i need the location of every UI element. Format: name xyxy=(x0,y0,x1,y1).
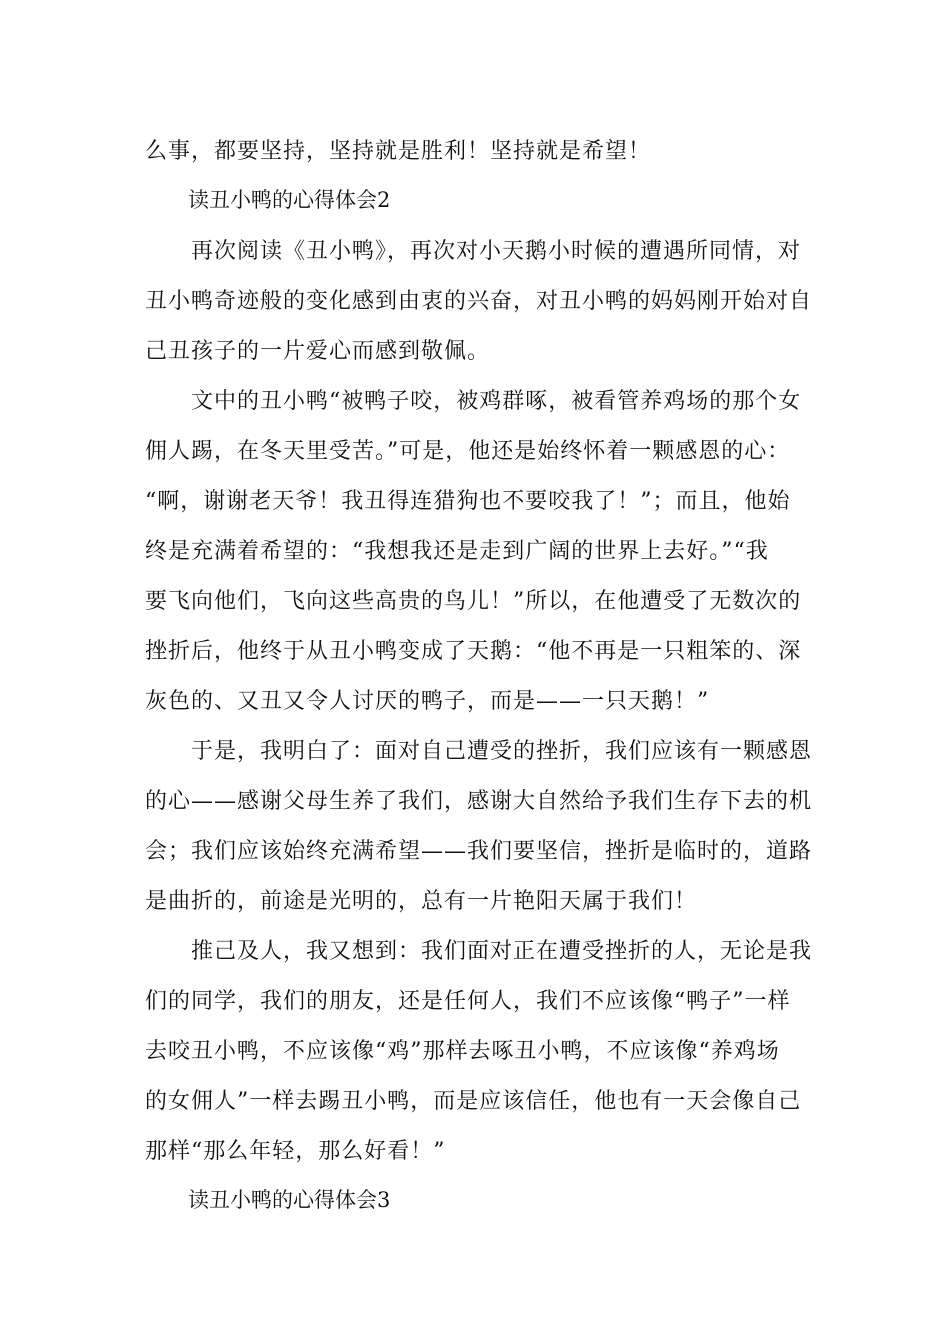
text-line: 佣人踢，在冬天里受苦。”可是，他还是始终怀着一颗感恩的心： xyxy=(145,439,791,464)
paragraph-continuation xyxy=(145,127,810,177)
paragraph-4 xyxy=(145,927,813,1177)
text-line: 灰色的、又丑又令人讨厌的鸭子，而是——一只天鹅！” xyxy=(145,689,710,714)
text-line: 己丑孩子的一片爱心而感到敬佩。 xyxy=(145,339,491,364)
section-heading: 读丑小鸭的心得体会2 xyxy=(188,188,391,212)
text-line: 推己及人，我又想到：我们面对正在遭受挫折的人，无论是我 xyxy=(145,939,813,964)
text-line: 会；我们应该始终充满希望——我们要坚信，挫折是临时的，道路 xyxy=(145,839,813,864)
text-line: 那样“那么年轻，那么好看！” xyxy=(145,1139,446,1164)
text-line: 们的同学，我们的朋友，还是任何人，我们不应该像“鸭子”一样 xyxy=(145,989,791,1014)
text-line: 文中的丑小鸭“被鸭子咬，被鸡群啄，被看管养鸡场的那个女 xyxy=(145,389,802,414)
text-line: 要飞向他们，飞向这些高贵的鸟儿！”所以，在他遭受了无数次的 xyxy=(145,589,802,614)
text-line: 丑小鸭奇迹般的变化感到由衷的兴奋，对丑小鸭的妈妈刚开始对自 xyxy=(145,289,813,314)
paragraph-2 xyxy=(145,377,810,727)
text-line: 去咬丑小鸭，不应该像“鸡”那样去啄丑小鸭，不应该像“养鸡场 xyxy=(145,1039,780,1064)
section-heading: 读丑小鸭的心得体会3 xyxy=(188,1188,391,1212)
paragraph-3 xyxy=(145,727,813,927)
text-line: 的女佣人”一样去踢丑小鸭，而是应该信任，他也有一天会像自己 xyxy=(145,1089,802,1114)
text-line: 的心——感谢父母生养了我们，感谢大自然给予我们生存下去的机 xyxy=(145,789,813,814)
paragraph-1 xyxy=(145,227,813,377)
text-line: 么事，都要坚持，坚持就是胜利！坚持就是希望！ xyxy=(145,139,652,164)
text-line: “啊，谢谢老天爷！我丑得连猎狗也不要咬我了！”；而且，他始 xyxy=(145,489,791,514)
text-line: 终是充满着希望的：“我想我还是走到广阔的世界上去好。”“我 xyxy=(145,539,769,564)
text-line: 挫折后，他终于从丑小鸭变成了天鹅：“他不再是一只粗笨的、深 xyxy=(145,639,802,664)
text-line: 于是，我明白了：面对自己遭受的挫折，我们应该有一颗感恩 xyxy=(145,739,813,764)
text-line: 再次阅读《丑小鸭》，再次对小天鹅小时候的遭遇所同情，对 xyxy=(145,239,802,264)
text-line: 是曲折的，前途是光明的，总有一片艳阳天属于我们！ xyxy=(145,889,698,914)
